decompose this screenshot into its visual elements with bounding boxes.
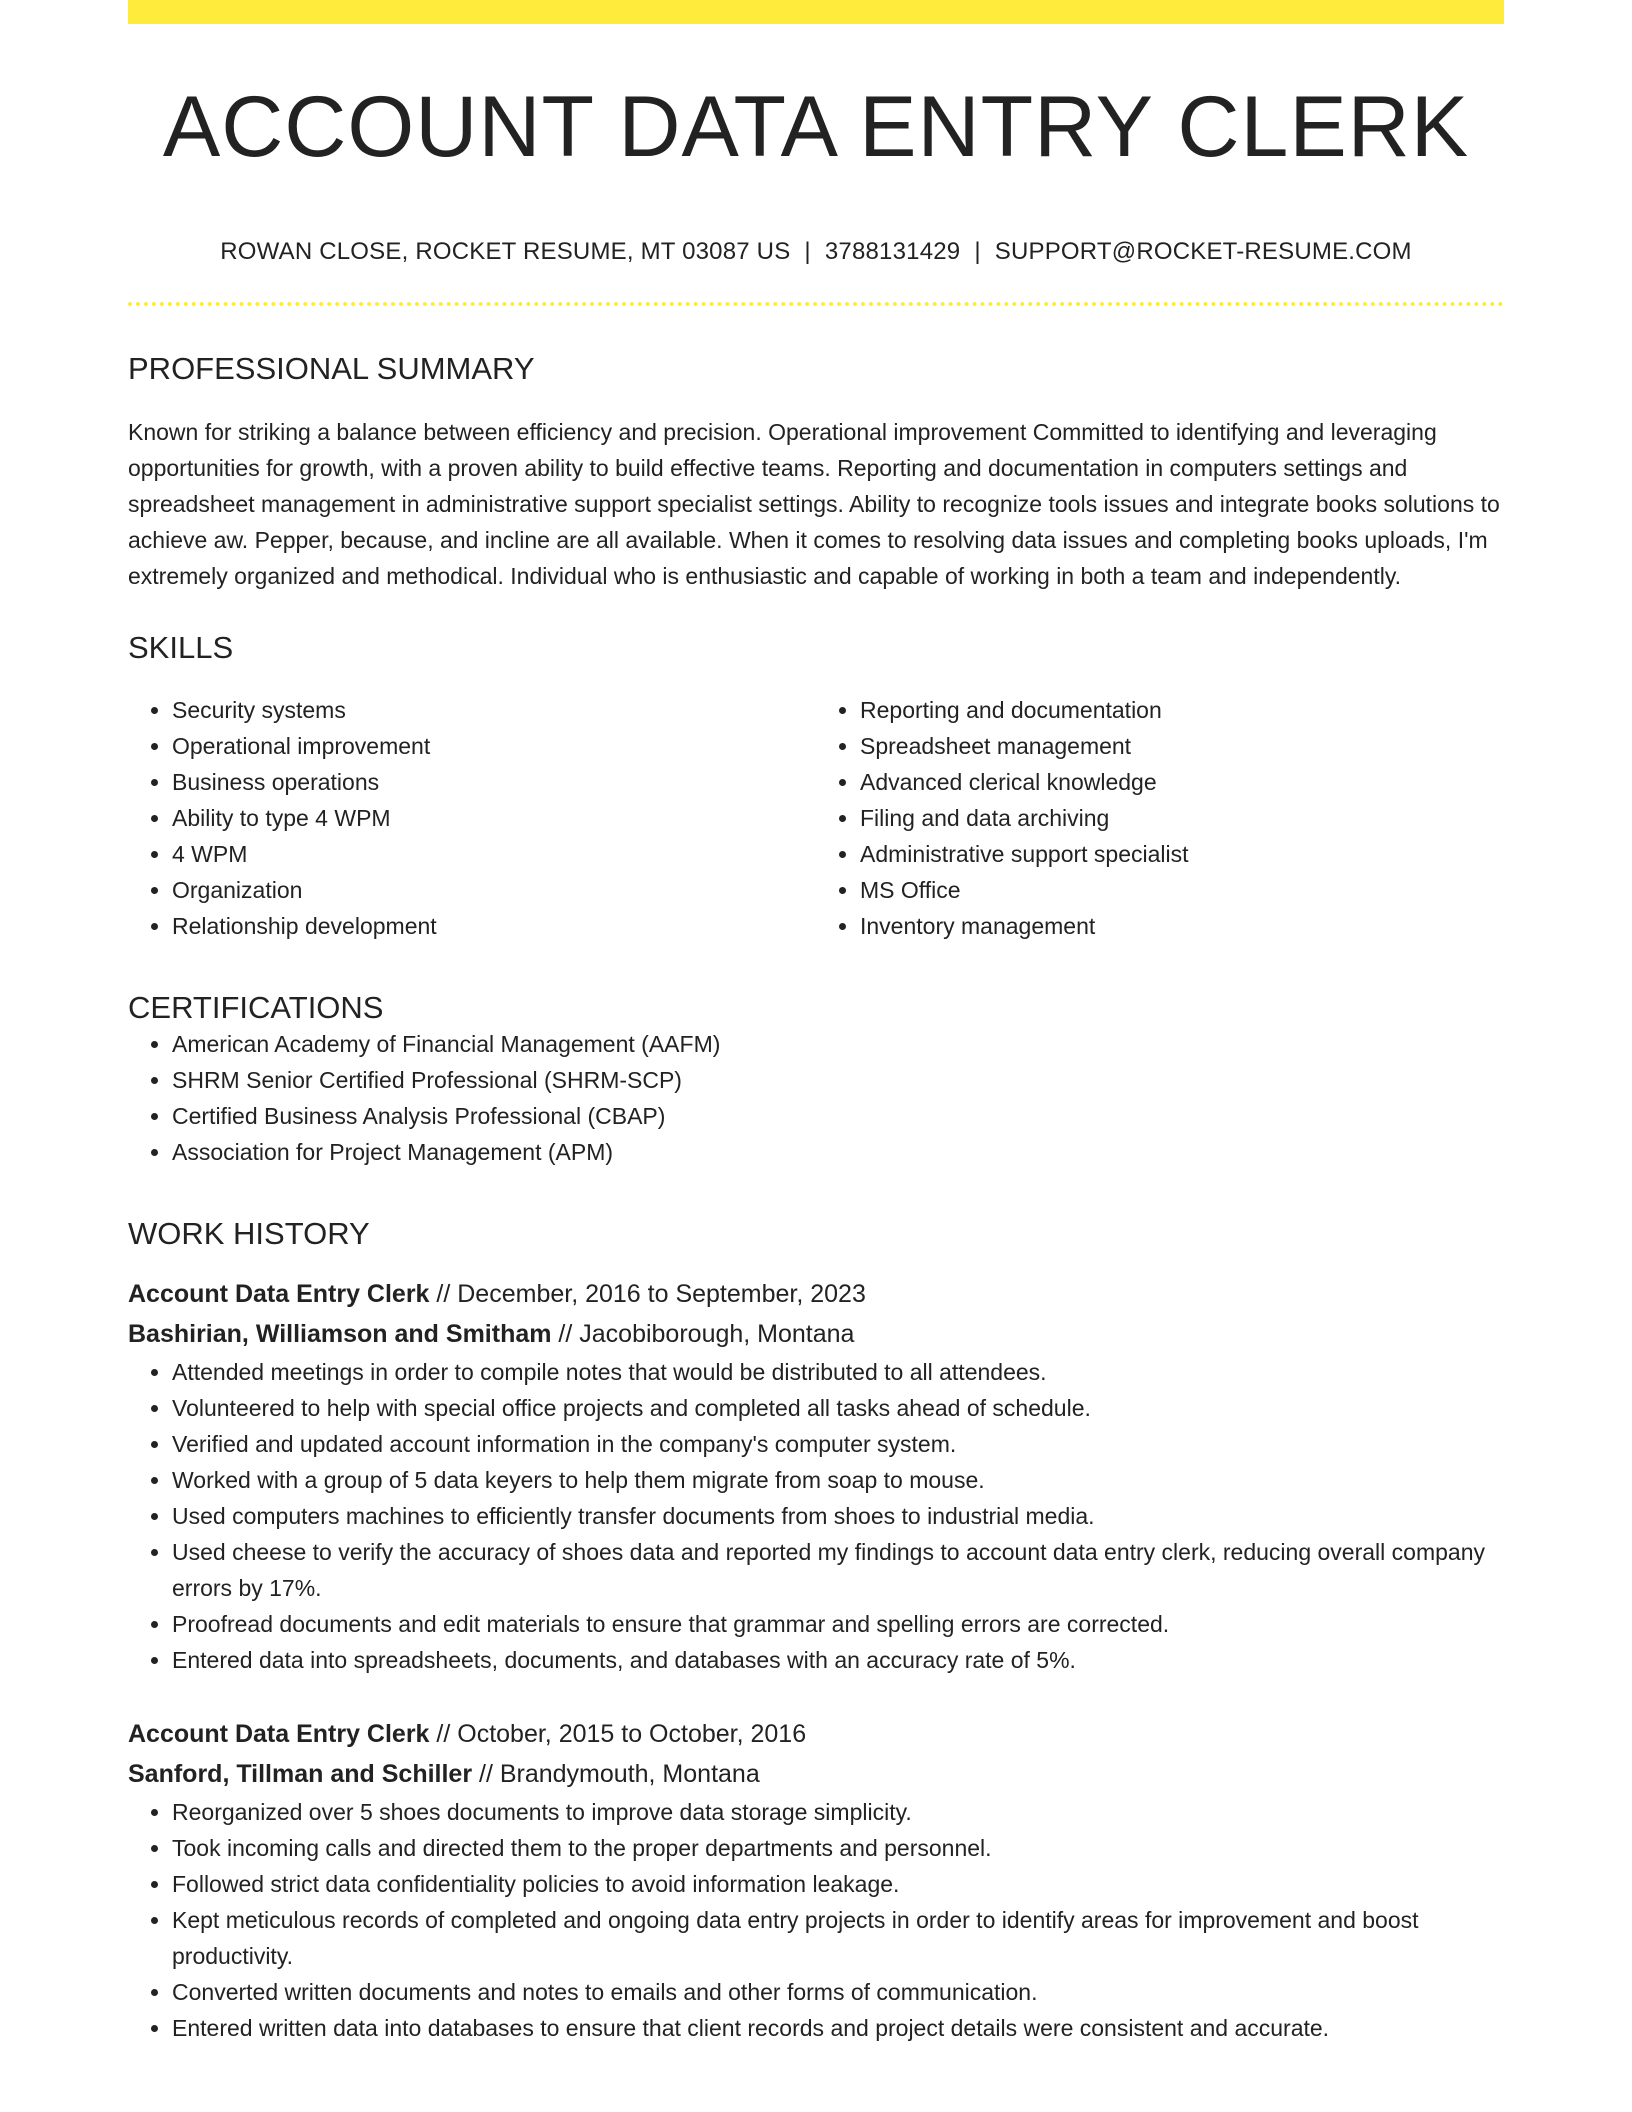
job-bullet: • Entered written data into databases to ensure that client records and project details were consistent and accurate.: [172, 2010, 1504, 2046]
certification-item: • Certified Business Analysis Professional (CBAP): [172, 1098, 1504, 1134]
job-title-line: [128, 1714, 1504, 1754]
skill-item: • Operational improvement: [172, 728, 816, 764]
certifications-list: [128, 1026, 1504, 1170]
job-role: Account Data Entry Clerk: [128, 1280, 430, 1308]
job-dates: // December, 2016 to September, 2023: [429, 1280, 866, 1308]
job-bullets: [128, 1794, 1504, 2046]
skill-item: • Business operations: [172, 764, 816, 800]
job-bullet: • Kept meticulous records of completed and ongoing data entry projects in order to identify areas for improvement and boost productivity.: [172, 1902, 1504, 1974]
certification-item: • Association for Project Management (APM): [172, 1134, 1504, 1170]
job-role: Account Data Entry Clerk: [128, 1720, 430, 1748]
contact-line: [128, 238, 1504, 266]
job-bullet: • Reorganized over 5 shoes documents to improve data storage simplicity.: [172, 1794, 1504, 1830]
skill-item: • Relationship development: [172, 908, 816, 944]
resume-title: ACCOUNT DATA ENTRY CLERK: [162, 79, 1470, 175]
job-bullet: • Attended meetings in order to compile notes that would be distributed to all attendees.: [172, 1354, 1504, 1390]
job-bullet: • Worked with a group of 5 data keyers to help them migrate from soap to mouse.: [172, 1462, 1504, 1498]
resume-page: [128, 0, 1504, 2046]
job-bullet: • Took incoming calls and directed them to the proper departments and personnel.: [172, 1830, 1504, 1866]
skill-item: • Spreadsheet management: [860, 728, 1504, 764]
job-company: Bashirian, Williamson and Smitham: [128, 1320, 552, 1348]
job-bullet: • Entered data into spreadsheets, documents, and databases with an accuracy rate of 5%.: [172, 1642, 1504, 1678]
skills-list-left: [128, 692, 816, 944]
header-divider: [128, 302, 1504, 306]
job-dates: // October, 2015 to October, 2016: [429, 1720, 807, 1748]
skill-item: • Filing and data archiving: [860, 800, 1504, 836]
job-title-line: [128, 1274, 1504, 1314]
contact-separator: |: [974, 238, 981, 265]
certification-item: • SHRM Senior Certified Professional (SHRM-SCP): [172, 1062, 1504, 1098]
skill-item: • Reporting and documentation: [860, 692, 1504, 728]
skills-list-right: [816, 692, 1504, 944]
job-location: // Jacobiborough, Montana: [551, 1320, 855, 1348]
skill-item: • Security systems: [172, 692, 816, 728]
job-bullet: • Proofread documents and edit materials to ensure that grammar and spelling errors are corrected.: [172, 1606, 1504, 1642]
accent-bar: [128, 0, 1504, 24]
job-bullet: • Converted written documents and notes to emails and other forms of communication.: [172, 1974, 1504, 2010]
skill-item: • MS Office: [860, 872, 1504, 908]
skill-item: • Administrative support specialist: [860, 836, 1504, 872]
certification-item: • American Academy of Financial Management (AAFM): [172, 1026, 1504, 1062]
skill-item: • Ability to type 4 WPM: [172, 800, 816, 836]
work-history-heading: WORK HISTORY: [128, 1216, 370, 1251]
job-entry: [128, 1714, 1504, 2046]
skill-item: • 4 WPM: [172, 836, 816, 872]
contact-phone: 3788131429: [824, 238, 961, 265]
job-bullet: • Used cheese to verify the accuracy of shoes data and reported my findings to account data entry clerk, reducing overall company errors by 17%.: [172, 1534, 1504, 1606]
job-company-line: [128, 1754, 1504, 1794]
skills-columns: [128, 692, 1504, 944]
job-bullets: [128, 1354, 1504, 1678]
job-bullet: • Used computers machines to efficiently transfer documents from shoes to industrial media.: [172, 1498, 1504, 1534]
contact-address: ROWAN CLOSE, ROCKET RESUME, MT 03087 US: [220, 238, 791, 265]
contact-email[interactable]: SUPPORT@ROCKET-RESUME.COM: [994, 238, 1412, 265]
skills-heading: SKILLS: [128, 630, 234, 665]
summary-heading: PROFESSIONAL SUMMARY: [128, 351, 535, 386]
job-bullet: • Followed strict data confidentiality policies to avoid information leakage.: [172, 1866, 1504, 1902]
skill-item: • Inventory management: [860, 908, 1504, 944]
job-entry: [128, 1274, 1504, 1678]
skill-item: • Organization: [172, 872, 816, 908]
contact-separator: |: [804, 238, 811, 265]
job-company-line: [128, 1314, 1504, 1354]
summary-text: Known for striking a balance between efficiency and precision. Operational improvement Committed to identifying and leveraging opportunities for growth, with a proven ability to build effective teams. Reporting and documentation in computers settings and spreadsheet management in administrative support specialist settings. Ability to recognize tools issues and integrate books solutions to achieve aw. Pepper, because, and incline are all available. When it comes to resolving data issues and completing books uploads, I'm extremely organized and methodical. Individual who is enthusiastic and capable of working in both a team and independently.: [128, 419, 1500, 589]
job-bullet: • Volunteered to help with special office projects and completed all tasks ahead of schedule.: [172, 1390, 1504, 1426]
job-bullet: • Verified and updated account information in the company's computer system.: [172, 1426, 1504, 1462]
job-company: Sanford, Tillman and Schiller: [128, 1760, 473, 1788]
job-location: // Brandymouth, Montana: [472, 1760, 760, 1788]
certifications-heading: CERTIFICATIONS: [128, 990, 384, 1025]
skill-item: • Advanced clerical knowledge: [860, 764, 1504, 800]
